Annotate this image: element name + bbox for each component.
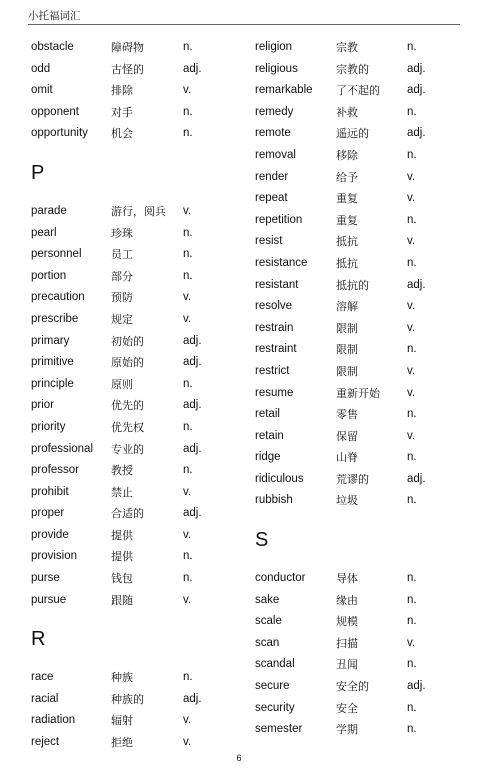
entry-word: proper	[31, 507, 65, 520]
entry-meaning: 重复	[336, 213, 358, 227]
entry-pos: v.	[183, 204, 192, 217]
entry-word: personnel	[31, 248, 82, 261]
entry-word: repeat	[255, 192, 288, 205]
entry-word: resist	[255, 235, 283, 248]
entry-word: purse	[31, 572, 60, 585]
entry-pos: adj.	[183, 399, 202, 412]
section-heading: S	[255, 529, 269, 552]
entry-word: primary	[31, 334, 70, 347]
entry-word: precaution	[31, 291, 85, 304]
entry-meaning: 宗教	[336, 41, 358, 54]
vocab-entry	[31, 201, 251, 223]
entry-meaning: 原始的	[111, 356, 144, 370]
entry-word: conductor	[255, 572, 306, 585]
left-column	[31, 37, 251, 754]
entry-meaning: 禁止	[111, 485, 133, 499]
entry-word: omit	[31, 84, 53, 97]
vocab-entry	[31, 710, 251, 732]
page-header-title: 小托福词汇	[28, 10, 81, 22]
entry-pos: v.	[407, 429, 416, 442]
entry-word: provision	[31, 550, 78, 563]
entry-pos: v.	[183, 736, 192, 749]
entry-meaning: 限制	[336, 343, 358, 357]
entry-pos: n.	[407, 572, 417, 585]
entry-meaning: 教授	[111, 464, 133, 478]
entry-pos: n.	[407, 593, 417, 606]
vocab-entry	[255, 719, 475, 741]
entry-pos: adj.	[183, 62, 202, 75]
entry-meaning: 跟随	[111, 593, 133, 607]
vocab-entry	[31, 223, 251, 245]
entry-pos: n.	[183, 41, 193, 53]
vocab-entry	[255, 80, 475, 102]
vocab-entry	[255, 231, 475, 253]
entry-meaning: 障碍物	[111, 41, 144, 54]
entry-meaning: 规模	[336, 615, 358, 629]
entry-meaning: 给予	[336, 170, 358, 184]
entry-meaning: 合适的	[111, 507, 144, 521]
entry-meaning: 溶解	[336, 300, 358, 314]
entry-word: racial	[31, 692, 59, 705]
vocab-entry	[255, 383, 475, 405]
entry-pos: v.	[183, 593, 192, 606]
entry-pos: v.	[183, 291, 192, 304]
entry-meaning: 排除	[111, 84, 133, 98]
entry-meaning: 保留	[336, 429, 358, 443]
entry-meaning: 垃圾	[336, 494, 358, 508]
vocab-entry	[31, 102, 251, 124]
entry-pos: n.	[407, 658, 417, 671]
entry-meaning: 优先的	[111, 399, 144, 413]
entry-pos: v.	[407, 321, 416, 334]
entry-pos: n.	[407, 256, 417, 269]
vocab-entry	[31, 244, 251, 266]
entry-pos: v.	[183, 312, 192, 325]
vocab-entry	[255, 296, 475, 318]
entry-word: remedy	[255, 105, 294, 118]
entry-meaning: 拒绝	[111, 736, 133, 750]
entry-pos: v.	[407, 636, 416, 649]
vocab-entry	[255, 568, 475, 590]
vocab-entry	[31, 503, 251, 525]
entry-meaning: 提供	[111, 528, 133, 542]
vocab-entry	[255, 37, 475, 59]
entry-word: prohibit	[31, 485, 69, 498]
section-heading: P	[31, 161, 45, 184]
entry-pos: adj.	[407, 127, 426, 140]
entry-pos: adj.	[183, 507, 202, 520]
entry-word: religious	[255, 62, 298, 75]
entry-meaning: 对手	[111, 105, 133, 119]
entry-meaning: 种族	[111, 671, 133, 685]
entry-meaning: 丑闻	[336, 658, 358, 672]
entry-word: race	[31, 671, 54, 684]
entry-word: rubbish	[255, 494, 293, 507]
entry-pos: v.	[407, 235, 416, 248]
entry-word: pearl	[31, 226, 57, 239]
vocab-entry	[255, 123, 475, 145]
vocab-entry	[255, 275, 475, 297]
entry-meaning: 游行，阅兵	[111, 204, 166, 218]
entry-word: resistance	[255, 256, 308, 269]
entry-meaning: 原则	[111, 377, 133, 391]
vocab-entry	[255, 210, 475, 232]
entry-pos: adj.	[407, 62, 426, 75]
entry-word: retail	[255, 408, 280, 421]
entry-pos: n.	[183, 248, 193, 261]
entry-word: repetition	[255, 213, 303, 226]
entry-meaning: 专业的	[111, 442, 144, 456]
vocab-entry	[31, 590, 251, 612]
vocab-entry	[255, 676, 475, 698]
entry-pos: v.	[407, 170, 416, 183]
entry-meaning: 抵抗	[336, 256, 358, 270]
entry-word: resolve	[255, 300, 293, 313]
vocab-entry	[31, 37, 251, 59]
entry-meaning: 预防	[111, 291, 133, 305]
vocab-entry	[255, 654, 475, 676]
entry-pos: n.	[183, 572, 193, 585]
entry-pos: n.	[183, 420, 193, 433]
entry-meaning: 导体	[336, 572, 358, 586]
vocab-entry	[255, 145, 475, 167]
entry-pos: adj.	[407, 472, 426, 485]
entry-meaning: 抵抗	[336, 235, 358, 249]
entry-meaning: 学期	[336, 723, 358, 737]
entry-word: principle	[31, 377, 74, 390]
entry-meaning: 零售	[336, 408, 358, 422]
entry-pos: n.	[407, 343, 417, 356]
vocab-entry	[255, 188, 475, 210]
entry-pos: v.	[407, 300, 416, 313]
vocab-entry	[31, 80, 251, 102]
entry-pos: v.	[183, 84, 192, 97]
vocab-entry	[31, 546, 251, 568]
right-column	[255, 37, 475, 741]
vocab-entry	[31, 59, 251, 81]
entry-word: prior	[31, 399, 55, 412]
entry-word: professor	[31, 464, 79, 477]
vocab-entry	[31, 374, 251, 396]
entry-pos: v.	[407, 364, 416, 377]
entry-word: opponent	[31, 105, 79, 118]
entry-word: prescribe	[31, 312, 79, 325]
entry-word: restrain	[255, 321, 294, 334]
entry-word: ridiculous	[255, 472, 304, 485]
entry-meaning: 重新开始	[336, 386, 380, 400]
vocab-entry	[31, 309, 251, 331]
entry-pos: n.	[407, 408, 417, 421]
entry-word: resistant	[255, 278, 299, 291]
entry-word: resume	[255, 386, 294, 399]
entry-word: security	[255, 701, 295, 714]
entry-word: opportunity	[31, 127, 88, 140]
entry-word: obstacle	[31, 41, 74, 53]
vocab-entry	[31, 732, 251, 754]
entry-pos: v.	[183, 528, 192, 541]
entry-word: reject	[31, 736, 60, 749]
vocab-entry	[31, 352, 251, 374]
vocab-entry	[31, 417, 251, 439]
vocab-entry	[31, 667, 251, 689]
vocab-entry	[255, 698, 475, 720]
entry-pos: n.	[183, 671, 193, 684]
entry-pos: adj.	[407, 84, 426, 97]
entry-meaning: 部分	[111, 269, 133, 283]
entry-meaning: 重复	[336, 192, 358, 206]
entry-pos: n.	[407, 494, 417, 507]
vocab-entry	[31, 460, 251, 482]
entry-pos: n.	[407, 105, 417, 118]
vocab-entry	[255, 469, 475, 491]
entry-meaning: 古怪的	[111, 62, 144, 76]
entry-pos: adj.	[407, 278, 426, 291]
entry-pos: adj.	[183, 334, 202, 347]
entry-pos: n.	[183, 105, 193, 118]
entry-meaning: 缘由	[336, 593, 358, 607]
entry-meaning: 遥远的	[336, 127, 369, 141]
vocab-entry	[255, 611, 475, 633]
entry-word: provide	[31, 528, 69, 541]
entry-pos: v.	[407, 192, 416, 205]
entry-word: professional	[31, 442, 94, 455]
entry-meaning: 抵抗的	[336, 278, 369, 292]
entry-meaning: 补救	[336, 105, 358, 119]
entry-word: parade	[31, 204, 67, 217]
vocab-entry	[31, 331, 251, 353]
entry-meaning: 限制	[336, 321, 358, 335]
vocab-entry	[31, 482, 251, 504]
entry-pos: adj.	[407, 680, 426, 693]
entry-word: radiation	[31, 714, 76, 727]
vocab-entry	[255, 404, 475, 426]
vocab-entry	[255, 102, 475, 124]
entry-word: odd	[31, 62, 51, 75]
entry-meaning: 员工	[111, 248, 133, 262]
entry-pos: adj.	[183, 442, 202, 455]
entry-word: primitive	[31, 356, 74, 369]
entry-pos: n.	[407, 148, 417, 161]
entry-pos: v.	[407, 386, 416, 399]
entry-meaning: 规定	[111, 312, 133, 326]
vocab-entry	[255, 253, 475, 275]
entry-word: portion	[31, 269, 67, 282]
entry-pos: n.	[407, 213, 417, 226]
entry-meaning: 种族的	[111, 692, 144, 706]
entry-word: render	[255, 170, 289, 183]
header-divider	[28, 24, 460, 25]
vocab-entry	[255, 426, 475, 448]
entry-word: priority	[31, 420, 66, 433]
section-heading: R	[31, 628, 46, 651]
vocab-entry	[255, 59, 475, 81]
vocab-entry	[255, 590, 475, 612]
entry-meaning: 提供	[111, 550, 133, 564]
entry-meaning: 机会	[111, 127, 133, 141]
vocab-entry	[31, 266, 251, 288]
entry-word: sake	[255, 593, 280, 606]
vocab-entry	[255, 361, 475, 383]
entry-word: scandal	[255, 658, 295, 671]
entry-meaning: 辐射	[111, 714, 133, 728]
vocab-entry	[31, 395, 251, 417]
entry-pos: n.	[183, 377, 193, 390]
entry-pos: n.	[407, 701, 417, 714]
vocab-entry	[255, 318, 475, 340]
entry-meaning: 了不起的	[336, 84, 380, 98]
vocab-entry	[31, 287, 251, 309]
entry-word: retain	[255, 429, 284, 442]
entry-meaning: 钱包	[111, 572, 133, 586]
vocab-entry	[255, 490, 475, 512]
entry-pos: adj.	[183, 356, 202, 369]
entry-meaning: 优先权	[111, 420, 144, 434]
entry-pos: n.	[407, 41, 417, 53]
entry-word: semester	[255, 723, 303, 736]
vocab-entry	[31, 525, 251, 547]
entry-pos: v.	[183, 485, 192, 498]
vocab-entry	[31, 439, 251, 461]
vocab-entry	[31, 568, 251, 590]
entry-pos: n.	[183, 226, 193, 239]
entry-word: ridge	[255, 451, 281, 464]
entry-pos: n.	[183, 550, 193, 563]
entry-word: scan	[255, 636, 280, 649]
vocab-entry	[31, 689, 251, 711]
entry-word: pursue	[31, 593, 67, 606]
entry-meaning: 限制	[336, 364, 358, 378]
entry-word: remarkable	[255, 84, 313, 97]
entry-meaning: 宗教的	[336, 62, 369, 76]
page-number: 6	[236, 753, 242, 763]
entry-pos: n.	[183, 269, 193, 282]
entry-pos: n.	[183, 127, 193, 140]
entry-meaning: 移除	[336, 148, 358, 162]
entry-word: restrict	[255, 364, 290, 377]
entry-word: scale	[255, 615, 282, 628]
entry-meaning: 初始的	[111, 334, 144, 348]
entry-meaning: 山脊	[336, 451, 358, 465]
entry-pos: n.	[183, 464, 193, 477]
entry-meaning: 荒谬的	[336, 472, 369, 486]
entry-pos: adj.	[183, 692, 202, 705]
entry-word: secure	[255, 680, 290, 693]
entry-word: remote	[255, 127, 291, 140]
entry-word: religion	[255, 41, 293, 53]
entry-meaning: 安全	[336, 701, 358, 715]
entry-pos: n.	[407, 615, 417, 628]
vocab-entry	[255, 167, 475, 189]
entry-word: restraint	[255, 343, 297, 356]
entry-word: removal	[255, 148, 296, 161]
entry-meaning: 扫描	[336, 636, 358, 650]
entry-pos: n.	[407, 451, 417, 464]
entry-pos: v.	[183, 714, 192, 727]
entry-meaning: 安全的	[336, 680, 369, 694]
vocab-entry	[255, 447, 475, 469]
vocab-entry	[255, 339, 475, 361]
vocab-entry	[31, 123, 251, 145]
vocab-entry	[255, 633, 475, 655]
entry-pos: n.	[407, 723, 417, 736]
entry-meaning: 珍珠	[111, 226, 133, 240]
